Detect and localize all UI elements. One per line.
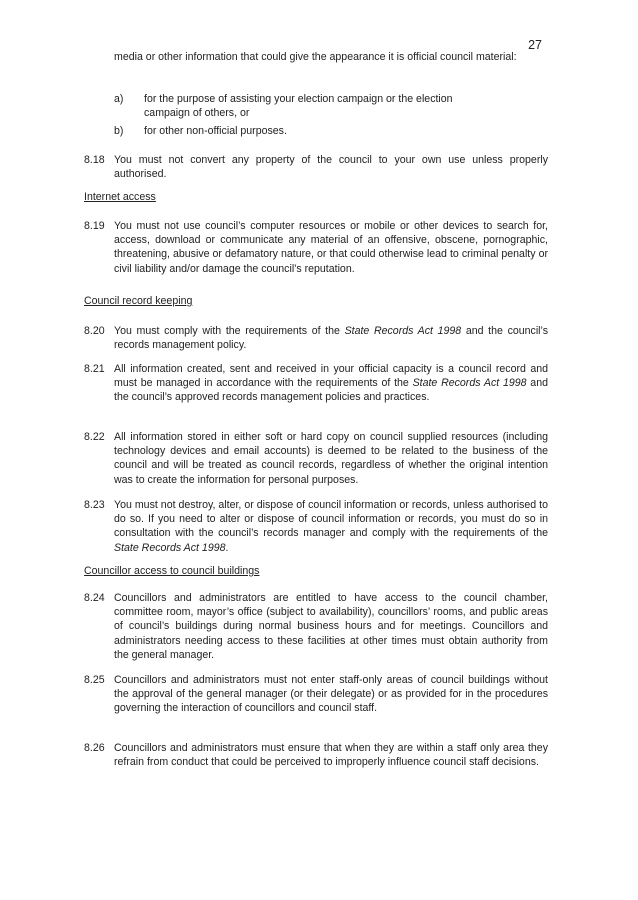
clause-8-20 (84, 324, 548, 352)
clause-number: 8.18 (84, 154, 105, 166)
heading-internet-access: Internet access (84, 191, 156, 203)
text-run: and the council’s records management policy. (114, 325, 548, 352)
clause-number: 8.23 (84, 499, 105, 511)
clause-number: 8.19 (84, 220, 105, 232)
clause-8-21 (84, 362, 548, 405)
clause-text: Councillors and administrators are entitled to have access to the council chamber, committee room, mayor’s office (subject to availability), councillors’ rooms, and public areas of council’s buildings during normal business hours and for meetings. Councillors and administrators needing access to these facilities at other times must obtain authority from the general manager. (114, 592, 548, 661)
clause-8-18 (84, 153, 548, 181)
text-run: . (225, 541, 229, 554)
list-item-a (114, 92, 548, 120)
clause-number: 8.22 (84, 431, 105, 443)
clause-text (114, 362, 548, 405)
clause-text (114, 498, 548, 555)
clause-number: 8.25 (84, 674, 105, 686)
clause-text: You must not use council’s computer resources or mobile or other devices to search for, access, download or communicate any material of an offensive, obscene, pornographic, threatening, abusive or defamatory nature, or that could otherwise lead to criminal penalty or civil liability and/or damage the council’s reputation. (114, 220, 548, 275)
list-item-b (114, 124, 548, 138)
clause-8-19 (84, 219, 548, 276)
page-number: 27 (528, 38, 542, 52)
clause-text: Councillors and administrators must ensure that when they are within a staff only area they refrain from conduct that could be perceived to improperly influence council staff decisions. (114, 742, 548, 769)
text-run: You must not destroy, alter, or dispose of council information or records, unless authorised to do so. If you need to alter or dispose of council information or records, you must do so in consultation with the council’s records manager and comply with the requirements of the (114, 499, 548, 540)
clause-number: 8.26 (84, 742, 105, 754)
clause-8-22 (84, 430, 548, 487)
text-run: and the council’s approved records management policies and practices. (114, 377, 548, 404)
clause-8-25 (84, 673, 548, 716)
clause-text (114, 324, 548, 352)
heading-buildings-access: Councillor access to council buildings (84, 565, 260, 577)
clause-text: All information stored in either soft or hard copy on council supplied resources (including technology devices and email accounts) is deemed to be related to the business of the council and will be treated as council records, regardless of whether the original intention was to create the information for personal purposes. (114, 431, 548, 486)
clause-number: 8.21 (84, 363, 105, 375)
act-title: State Records Act 1998 (412, 377, 527, 390)
list-label: a) (114, 93, 124, 105)
clause-8-26 (84, 741, 548, 769)
act-title: State Records Act 1998 (114, 541, 226, 554)
intro-text: media or other information that could give the appearance it is official council material: (114, 51, 517, 63)
act-title: State Records Act 1998 (344, 325, 462, 337)
text-run: You must comply with the requirements of the (114, 325, 345, 337)
clause-text: Councillors and administrators must not enter staff-only areas of council buildings without the approval of the general manager (or their delegate) or as provided for in the procedures governing the interaction of councillors and council staff. (114, 674, 548, 715)
list-text: for other non-official purposes. (144, 125, 287, 137)
list-text: for the purpose of assisting your election campaign or the election campaign of others, or (144, 93, 453, 120)
clause-8-24 (84, 591, 548, 662)
list-label: b) (114, 125, 124, 137)
text-run: All information created, sent and received in your official capacity is a council record and must be managed in accordance with the requirements of the (114, 363, 548, 390)
clause-number: 8.24 (84, 592, 105, 604)
clause-number: 8.20 (84, 325, 105, 337)
clause-text: You must not convert any property of the council to your own use unless properly authorised. (114, 154, 548, 181)
clause-8-23 (84, 498, 548, 555)
heading-record-keeping: Council record keeping (84, 295, 193, 307)
